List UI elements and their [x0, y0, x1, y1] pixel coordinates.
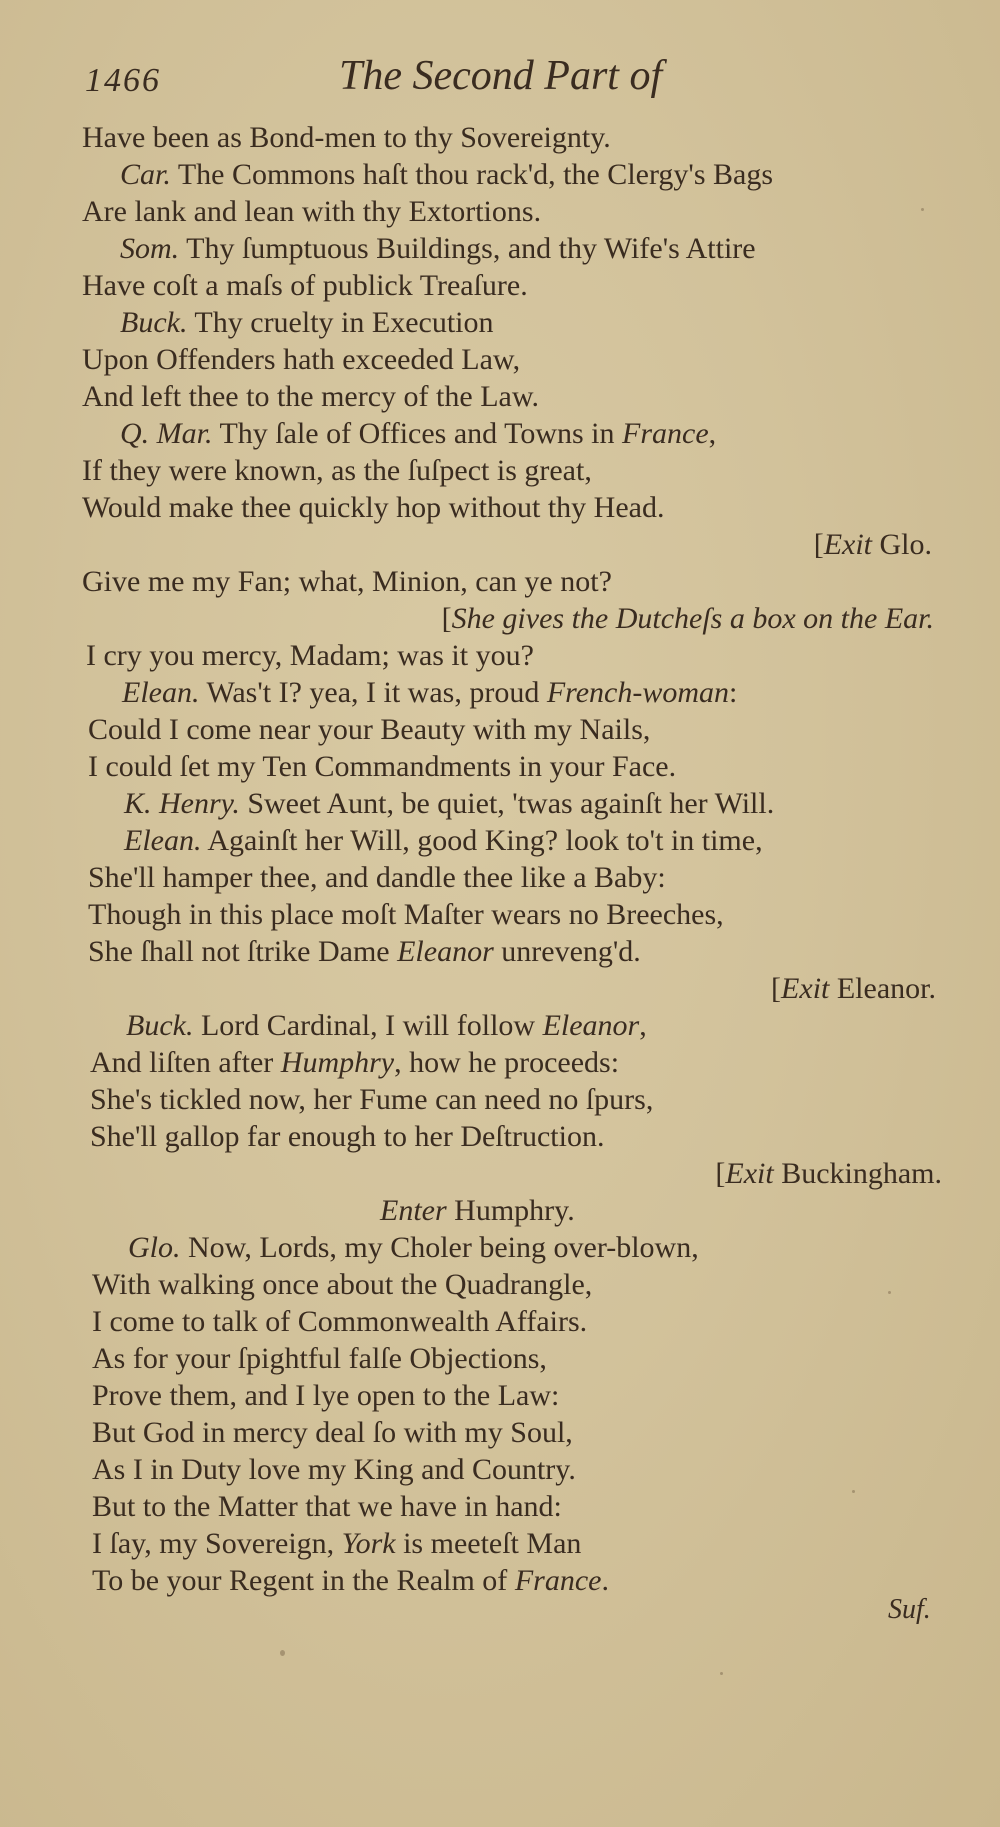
stage-direction: [Exit Buckingham.: [715, 1157, 942, 1190]
text-line: Are lank and lean with thy Extortions.: [82, 195, 542, 228]
speaker-prefix: Som.: [120, 232, 180, 265]
text-line: With walking once about the Quadrangle,: [92, 1268, 593, 1301]
running-title: The Second Part of: [339, 53, 663, 99]
text-line: Have been as Bond-men to thy Sovereignty.: [82, 121, 611, 154]
speech-line: Buck. Lord Cardinal, I will follow Eleanor,: [126, 1009, 647, 1042]
speech-line: Car. The Commons haſt thou rack'd, the Clergy's Bags: [120, 158, 773, 191]
text-line: As for your ſpightful falſe Objections,: [92, 1342, 547, 1375]
speech-line: K. Henry. Sweet Aunt, be quiet, 'twas againſt her Will.: [124, 787, 775, 820]
text-line: I come to talk of Commonwealth Affairs.: [92, 1305, 588, 1338]
text-line: And liſten after Humphry, how he proceeds:: [90, 1046, 620, 1079]
speech-line: Elean. Againſt her Will, good King? look to't in time,: [124, 824, 763, 857]
text-line: If they were known, as the ſuſpect is great,: [82, 454, 592, 487]
speech-line: Elean. Was't I? yea, I it was, proud French-woman:: [122, 676, 738, 709]
speaker-prefix: Q. Mar.: [120, 417, 213, 450]
text-line: To be your Regent in the Realm of France.: [92, 1564, 609, 1597]
stage-direction: [Exit Eleanor.: [771, 972, 936, 1005]
text-line: Prove them, and I lye open to the Law:: [92, 1379, 560, 1412]
paper-speck: [921, 208, 924, 211]
speaker-prefix: Buck.: [120, 306, 188, 339]
text-line: I cry you mercy, Madam; was it you?: [86, 639, 534, 672]
paper-speck: [720, 1672, 723, 1675]
paper-speck: [888, 1291, 891, 1294]
stage-direction-enter: Enter Humphry.: [380, 1194, 575, 1227]
text-line: Though in this place moſt Maſter wears no Breeches,: [88, 898, 724, 931]
speech-line: Som. Thy ſumptuous Buildings, and thy Wife's Attire: [120, 232, 756, 265]
stage-direction: [Exit Glo.: [813, 528, 932, 561]
speaker-prefix: Buck.: [126, 1009, 194, 1042]
text-line: Have coſt a maſs of publick Treaſure.: [82, 269, 528, 302]
text-line: She'll gallop far enough to her Deſtruction.: [90, 1120, 605, 1153]
text-line: Upon Offenders hath exceeded Law,: [82, 343, 521, 376]
page-header: [85, 52, 965, 110]
text-line: But to the Matter that we have in hand:: [92, 1490, 562, 1523]
paper-speck: [852, 1490, 855, 1493]
text-line: As I in Duty love my King and Country.: [92, 1453, 576, 1486]
speaker-prefix: Elean.: [124, 824, 202, 857]
speaker-prefix: Elean.: [122, 676, 200, 709]
catchword: Suf.: [888, 1594, 931, 1625]
text-line: I could ſet my Ten Commandments in your Face.: [88, 750, 677, 783]
speech-line: Buck. Thy cruelty in Execution: [120, 306, 494, 339]
text-line: And left thee to the mercy of the Law.: [82, 380, 540, 413]
text-line: She'll hamper thee, and dandle thee like a Baby:: [88, 861, 666, 894]
paper-speck: [280, 1650, 285, 1656]
text-line: Would make thee quickly hop without thy Head.: [82, 491, 665, 524]
text-line: Give me my Fan; what, Minion, can ye not?: [82, 565, 612, 598]
speaker-prefix: Car.: [120, 158, 171, 191]
stage-direction: [She gives the Dutcheſs a box on the Ear.: [441, 602, 934, 635]
speaker-prefix: K. Henry.: [124, 787, 240, 820]
text-line: I ſay, my Sovereign, York is meeteſt Man: [92, 1527, 582, 1560]
page-number: 1466: [85, 62, 161, 99]
text-line: She's tickled now, her Fume can need no ſpurs,: [90, 1083, 654, 1116]
text-line: Could I come near your Beauty with my Nails,: [88, 713, 651, 746]
speaker-prefix: Glo.: [128, 1231, 181, 1264]
speech-line: Q. Mar. Thy ſale of Offices and Towns in France,: [120, 417, 717, 450]
text-line: She ſhall not ſtrike Dame Eleanor unreveng'd.: [88, 935, 641, 968]
text-line: But God in mercy deal ſo with my Soul,: [92, 1416, 573, 1449]
speech-line: Glo. Now, Lords, my Choler being over-blown,: [128, 1231, 699, 1264]
